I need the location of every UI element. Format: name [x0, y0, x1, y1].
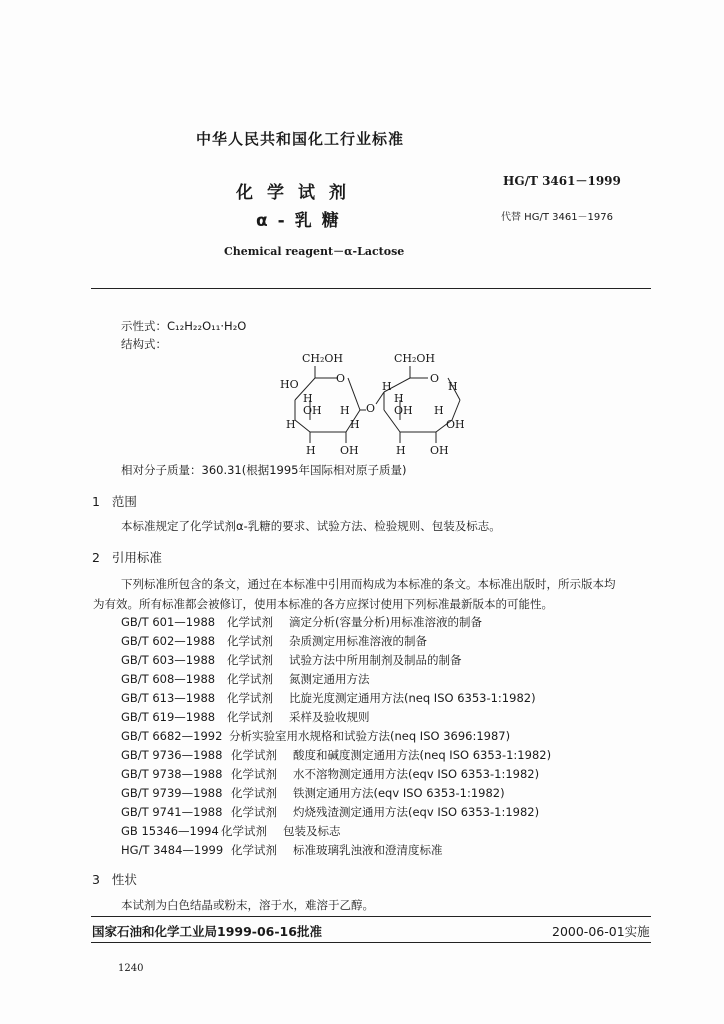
effective-date: 2000-06-01实施 [552, 924, 650, 939]
ref-code: GB/T 608—1988 [121, 672, 216, 686]
ref-code: GB/T 9739—1988 [121, 786, 223, 800]
reference-row [121, 766, 539, 782]
molar-mass: 相对分子质量：360.31(根据1995年国际相对原子质量) [121, 463, 407, 477]
ref-category: 化学试剂 [227, 615, 273, 629]
r2-oh-a: OH [394, 404, 413, 417]
section-title: 性状 [111, 872, 137, 887]
r2-h-d: H [396, 444, 406, 457]
r1-h-c2: H [340, 404, 350, 417]
title-cn-substance: α-乳糖 [256, 211, 349, 231]
ref-code: GB/T 619—1988 [121, 710, 216, 724]
r1-h-bottom: H [306, 444, 316, 457]
ref-category: 化学试剂 [231, 805, 277, 819]
section-number: 3 [92, 872, 100, 887]
org-title: 中华人民共和国化工行业标准 [196, 130, 405, 148]
ref-title: 铁测定通用方法(eqv ISO 6353-1:1982) [293, 786, 505, 800]
r2-ring-oxygen: O [430, 372, 440, 385]
reference-row [121, 652, 462, 668]
r2-h-a: H [382, 380, 392, 393]
structural-formula [270, 348, 500, 460]
section-title: 引用标准 [111, 550, 162, 565]
section-2-body-line2: 为有效。所有标准都会被修订，使用本标准的各方应探讨使用下列标准最新版本的可能性。 [93, 597, 553, 611]
footer-rule-bottom [91, 942, 651, 943]
glycosidic-oxygen: O [366, 402, 376, 415]
r2-h-b: H [394, 392, 404, 405]
section-3-body: 本试剂为白色结晶或粉末，溶于水，难溶于乙醇。 [121, 898, 374, 912]
r1-oh-c3: OH [303, 404, 322, 417]
section-number: 1 [92, 494, 100, 509]
r2-ch2oh: CH₂OH [394, 352, 436, 365]
reference-row [121, 709, 370, 725]
ref-code: HG/T 3484—1999 [121, 843, 224, 857]
reference-row [121, 633, 427, 649]
r1-h-c4: H [303, 392, 313, 405]
formula-label: 示性式：C₁₂H₂₂O₁₁·H₂O [121, 319, 247, 333]
ref-title: 酸度和碱度测定通用方法(neq ISO 6353-1:1982) [293, 748, 552, 762]
ref-code: GB/T 603—1988 [121, 653, 216, 667]
ref-category: 化学试剂 [227, 672, 273, 686]
title-cn: 化学试剂 [236, 183, 360, 203]
reference-row [121, 728, 510, 744]
reference-row [121, 671, 370, 687]
ref-category: 化学试剂 [227, 710, 273, 724]
ref-category: 化学试剂 [221, 824, 267, 838]
ref-category: 化学试剂 [227, 634, 273, 648]
reference-row [121, 842, 443, 858]
section-number: 2 [92, 550, 100, 565]
ref-code: GB/T 9741—1988 [121, 805, 223, 819]
title-en: Chemical reagent－α-Lactose [224, 245, 405, 258]
r2-h-c: H [434, 404, 444, 417]
ref-title: 标准玻璃乳浊液和澄清度标准 [293, 843, 443, 857]
ref-title: 滴定分析(容量分析)用标准溶液的制备 [289, 615, 482, 629]
section-2-heading [92, 548, 162, 566]
ref-title: 杂质测定用标准溶液的制备 [289, 634, 427, 648]
ref-title: 采样及验收规则 [289, 710, 370, 724]
section-2-body-line1: 下列标准所包含的条文，通过在本标准中引用而构成为本标准的条文。本标准出版时，所示版本均 [121, 577, 616, 591]
approval-line: 国家石油和化学工业局1999-06-16批准 [92, 924, 322, 939]
reference-row [121, 747, 551, 763]
ref-code: GB/T 6682—1992 [121, 729, 223, 743]
r2-h-anomeric: H [448, 380, 458, 393]
ref-category: 化学试剂 [231, 748, 277, 762]
section-title: 范围 [111, 494, 137, 509]
ref-title: 包装及标志 [283, 824, 341, 838]
r2-oh-c: OH [430, 444, 449, 457]
ref-code: GB/T 613—1988 [121, 691, 216, 705]
std-code: HG/T 3461－1999 [503, 174, 621, 188]
footer-rule-top [91, 916, 651, 917]
section-1-body: 本标准规定了化学试剂α-乳糖的要求、试验方法、检验规则、包装及标志。 [121, 519, 501, 533]
page-number: 1240 [118, 963, 144, 974]
ref-title: 水不溶物测定通用方法(eqv ISO 6353-1:1982) [293, 767, 540, 781]
replaces-note: 代替 HG/T 3461－1976 [501, 212, 614, 223]
ref-category: 化学试剂 [227, 691, 273, 705]
section-3-heading [92, 870, 137, 888]
ref-code: GB/T 9738—1988 [121, 767, 223, 781]
ref-category: 化学试剂 [231, 786, 277, 800]
reference-row [121, 690, 536, 706]
structure-label: 结构式： [121, 337, 167, 351]
r1-ch2oh: CH₂OH [302, 352, 344, 365]
ref-category: 化学试剂 [227, 653, 273, 667]
ref-title: 氮测定通用方法 [289, 672, 370, 686]
r1-oh-bottom: OH [340, 444, 359, 457]
reference-row [121, 823, 341, 839]
ref-code: GB/T 9736—1988 [121, 748, 223, 762]
ref-code: GB/T 602—1988 [121, 634, 216, 648]
reference-row [121, 785, 505, 801]
ref-title: 试验方法中所用制剂及制品的制备 [289, 653, 462, 667]
reference-row [121, 614, 482, 630]
ref-category: 化学试剂 [231, 767, 277, 781]
r1-ring-oxygen: O [336, 372, 346, 385]
r1-h-c3: H [286, 418, 296, 431]
ref-title: 分析实验室用水规格和试验方法(neq ISO 3696:1987) [229, 729, 511, 743]
reference-row [121, 804, 539, 820]
r2-oh-b: OH [446, 418, 465, 431]
header-rule [91, 288, 651, 289]
ref-code: GB/T 601—1988 [121, 615, 216, 629]
r1-ho: HO [280, 378, 299, 391]
r1-h-c1: H [350, 418, 360, 431]
ref-title: 灼烧残渣测定通用方法(eqv ISO 6353-1:1982) [293, 805, 540, 819]
section-1-heading [92, 492, 137, 510]
ref-title: 比旋光度测定通用方法(neq ISO 6353-1:1982) [289, 691, 536, 705]
ref-category: 化学试剂 [231, 843, 277, 857]
ref-code: GB 15346—1994 [121, 824, 219, 838]
